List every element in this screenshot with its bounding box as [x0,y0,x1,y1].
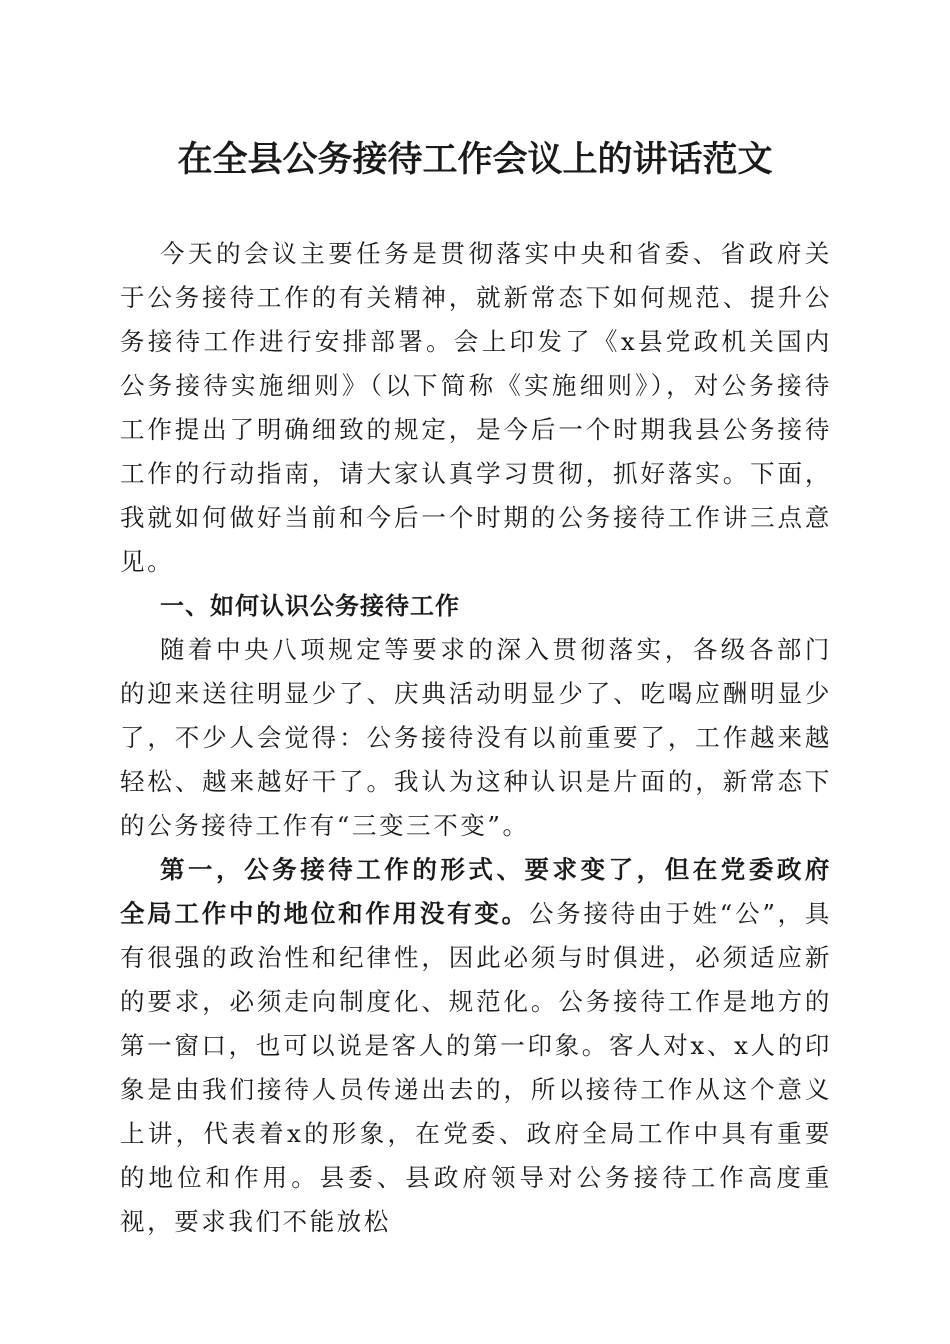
document-title: 在全县公务接待工作会议上的讲话范文 [177,139,773,180]
point-1-body: 公务接待由于姓“公”，具有很强的政治性和纪律性，因此必须与时俱进，必须适应新的要求，必须走向制度化、规范化。公务接待工作是地方的第一窗口，也可以说是客人的第一印象。客人对x、x人的印象是由我们接待人员传递出去的，所以接待工作从这个意义上讲，代表着x的形象，在党委、政府全局工作中具有重要的地位和作用。县委、县政府领导对公务接待工作高度重视，要求我们不能放松 [120,899,833,1236]
point-1-lead: 第一，公务接待工作的形式、要求变了，但在党委政府全局工作中的地位和作用没有变。 [120,855,832,928]
point-1-paragraph [120,848,832,1244]
document-body [120,232,832,1244]
intro-paragraph: 今天的会议主要任务是贯彻落实中央和省委、省政府关于公务接待工作的有关精神，就新常态下如何规范、提升公务接待工作进行安排部署。会上印发了《x县党政机关国内公务接待实施细则》（以下简称《实施细则》），对公务接待工作提出了明确细致的规定，是今后一个时期我县公务接待工作的行动指南，请大家认真学习贯彻，抓好落实。下面，我就如何做好当前和今后一个时期的公务接待工作讲三点意见。 [120,239,832,576]
section-1-paragraph: 随着中央八项规定等要求的深入贯彻落实，各级各部门的迎来送往明显少了、庆典活动明显少了、吃喝应酬明显少了，不少人会觉得：公务接待没有以前重要了，工作越来越轻松、越来越好干了。我认为这种认识是片面的，新常态下的公务接待工作有“三变三不变”。 [120,635,832,840]
section-heading-1: 一、如何认识公务接待工作 [160,592,460,620]
